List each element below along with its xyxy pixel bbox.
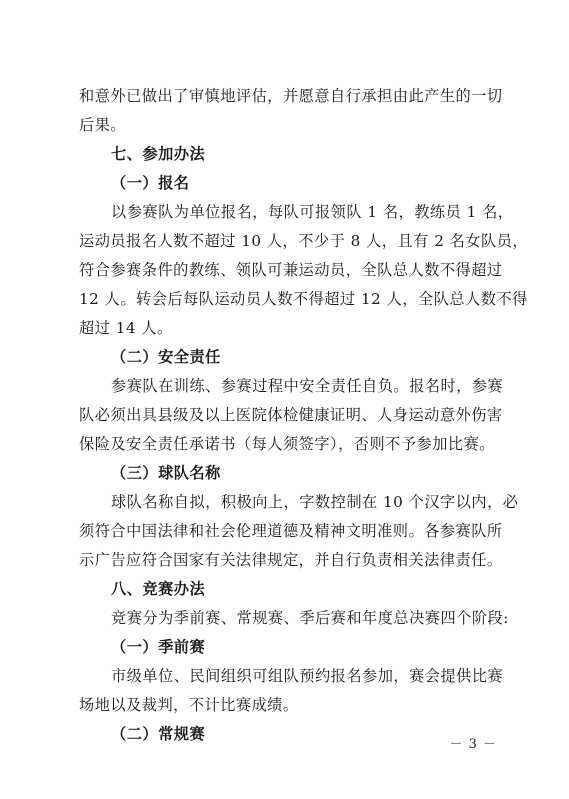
body-line: 场地以及裁判，不计比赛成绩。 [79,696,299,714]
body-line: 队必须出具县级及以上医院体检健康证明、人身运动意外伤害 [79,406,503,424]
subsection-heading: （一）季前赛 [111,638,206,656]
paragraph-line: 以参赛队为单位报名，每队可报领队 1 名，教练员 1 名， [111,203,514,221]
paragraph-line: 球队名称自拟，积极向上，字数控制在 10 个汉字以内，必 [111,493,519,511]
body-line: 须符合中国法律和社会伦理道德及精神文明准则。各参赛队所 [79,522,503,540]
body-line: 运动员报名人数不超过 10 人，不少于 8 人，且有 2 名女队员， [79,232,529,250]
body-line: 12 人。转会后每队运动员人数不得超过 12 人，全队总人数不得 [79,290,528,308]
subsection-heading: （二）常规赛 [111,725,206,743]
subsection-heading: （一）报名 [111,174,190,192]
subsection-heading: （三）球队名称 [111,464,221,482]
paragraph-line: 参赛队在训练、参赛过程中安全责任自负。报名时，参赛 [111,377,504,395]
body-line: 超过 14 人。 [79,319,173,337]
body-line: 示广告应符合国家有关法律规定，并自行负责相关法律责任。 [79,551,503,569]
section-heading: 八、竞赛办法 [111,580,206,598]
body-line: 保险及安全责任承诺书（每人须签字），否则不予参加比赛。 [79,435,495,453]
body-line: 和意外已做出了审慎地评估，并愿意自行承担由此产生的一切 [79,87,503,105]
subsection-heading: （二）安全责任 [111,348,221,366]
page-number: － 3 － [449,737,497,752]
paragraph-line: 市级单位、民间组织可组队预约报名参加，赛会提供比赛 [111,667,504,685]
paragraph-line: 竞赛分为季前赛、常规赛、季后赛和年度总决赛四个阶段: [111,609,509,627]
body-line: 后果。 [79,116,127,134]
section-heading: 七、参加办法 [111,145,206,163]
body-line: 符合参赛条件的教练、领队可兼运动员，全队总人数不得超过 [79,261,503,279]
